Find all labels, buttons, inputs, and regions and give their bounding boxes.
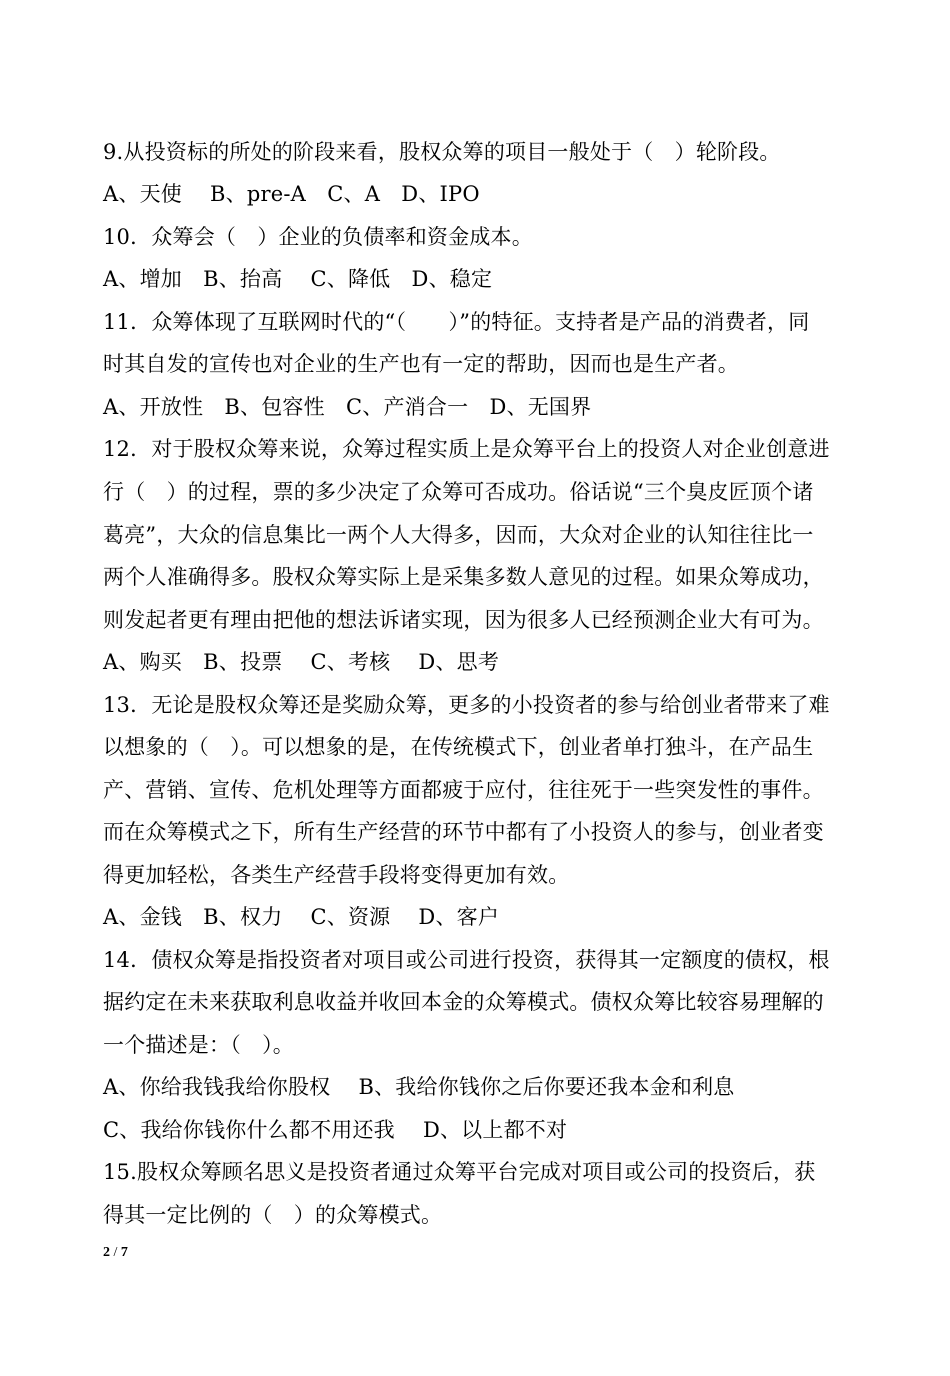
question-14-line-2: 据约定在未来获取利息收益并收回本金的众筹模式。债权众筹比较容易理解的 — [103, 990, 824, 1014]
page-number — [103, 1244, 128, 1262]
page-number-separator: / — [110, 1245, 121, 1260]
page-number-total: 7 — [120, 1245, 128, 1260]
question-15-line-2: 得其一定比例的（ ）的众筹模式。 — [103, 1203, 443, 1227]
question-12-line-3: 葛亮”，大众的信息集比一两个人大得多，因而，大众对企业的认知往往比一 — [103, 523, 814, 547]
question-11-options: A、开放性 B、包容性 C、产消合一 D、无国界 — [103, 395, 592, 419]
question-14-line-1: 14．债权众筹是指投资者对项目或公司进行投资，获得其一定额度的债权，根 — [103, 948, 830, 972]
question-12-options: A、购买 B、投票 C、考核 D、思考 — [103, 650, 500, 674]
question-9-line-1: 9.从投资标的所处的阶段来看，股权众筹的项目一般处于（ ）轮阶段。 — [103, 140, 781, 164]
question-15-line-1: 15.股权众筹顾名思义是投资者通过众筹平台完成对项目或公司的投资后，获 — [103, 1160, 816, 1184]
question-12-line-5: 则发起者更有理由把他的想法诉诸实现，因为很多人已经预测企业大有可为。 — [103, 608, 824, 632]
question-12-line-1: 12．对于股权众筹来说，众筹过程实质上是众筹平台上的投资人对企业创意进 — [103, 437, 830, 461]
question-12-line-4: 两个人准确得多。股权众筹实际上是采集多数人意见的过程。如果众筹成功， — [103, 565, 824, 589]
question-13-options: A、金钱 B、权力 C、资源 D、客户 — [103, 905, 500, 929]
question-10-line-1: 10．众筹会（ ）企业的负债率和资金成本。 — [103, 225, 533, 249]
page-number-current: 2 — [103, 1245, 110, 1260]
question-9-options: A、天使 B、pre-A C、A D、IPO — [103, 182, 480, 206]
question-14-options-1: A、你给我钱我给你股权 B、我给你钱你之后你要还我本金和利息 — [103, 1075, 735, 1099]
question-11-line-2: 时其自发的宣传也对企业的生产也有一定的帮助，因而也是生产者。 — [103, 352, 739, 376]
question-10-options: A、增加 B、抬高 C、降低 D、稳定 — [103, 267, 493, 291]
question-13-line-2: 以想象的（ ）。可以想象的是，在传统模式下，创业者单打独斗，在产品生 — [103, 735, 814, 759]
question-13-line-4: 而在众筹模式之下，所有生产经营的环节中都有了小投资人的参与，创业者变 — [103, 820, 824, 844]
question-14-line-3: 一个描述是：（ ）。 — [103, 1033, 294, 1057]
question-13-line-1: 13．无论是股权众筹还是奖励众筹，更多的小投资者的参与给创业者带来了难 — [103, 693, 830, 717]
question-13-line-3: 产、营销、宣传、危机处理等方面都疲于应付，往往死于一些突发性的事件。 — [103, 778, 824, 802]
question-14-options-2: C、我给你钱你什么都不用还我 D、以上都不对 — [103, 1118, 568, 1142]
question-13-line-5: 得更加轻松，各类生产经营手段将变得更加有效。 — [103, 863, 570, 887]
question-11-line-1: 11．众筹体现了互联网时代的“（ ）”的特征。支持者是产品的消费者，同 — [103, 310, 810, 334]
question-12-line-2: 行（ ）的过程，票的多少决定了众筹可否成功。俗话说“三个臭皮匠顶个诸 — [103, 480, 814, 504]
